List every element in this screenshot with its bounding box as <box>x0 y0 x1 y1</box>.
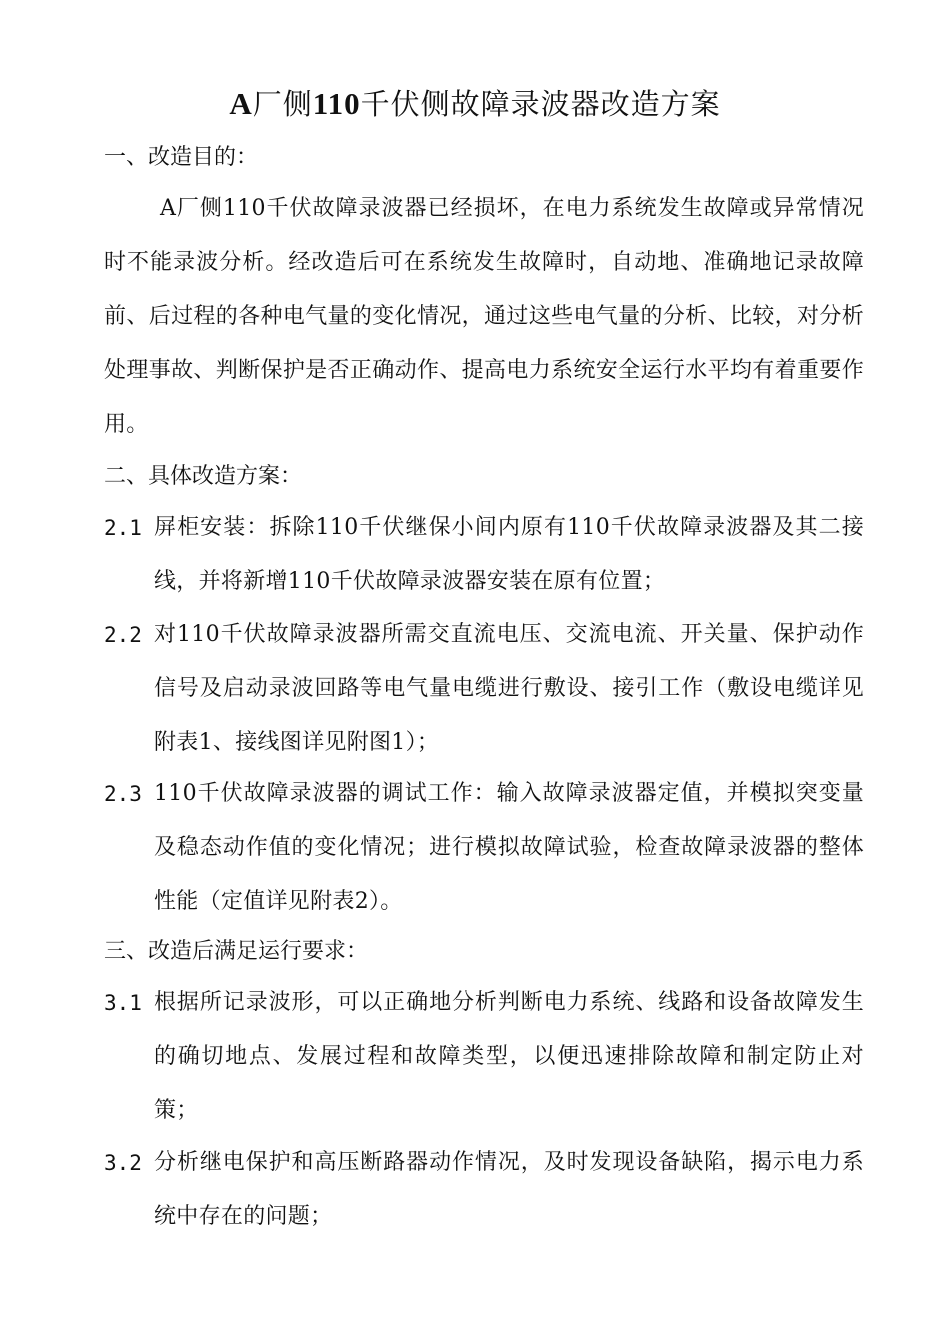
list-item-number: 2.1 <box>104 516 142 540</box>
list-item-number: 2.2 <box>104 623 142 647</box>
section-heading-requirements: 三、改造后满足运行要求： <box>104 939 369 964</box>
list-item <box>104 1136 864 1244</box>
list-item <box>104 767 864 929</box>
list-item <box>104 608 864 770</box>
list-item-number: 3.1 <box>104 991 142 1015</box>
list-item <box>104 501 864 609</box>
title-main: 厂侧 <box>252 87 313 121</box>
title-suffix: 千伏侧故障录波器改造方案 <box>360 87 721 121</box>
list-item-text: 根据所记录波形，可以正确地分析判断电力系统、线路和设备故障发生的确切地点、发展过程和故障类型，以便迅速排除故障和制定防止对策； <box>154 990 864 1123</box>
list-item-text: 对110千伏故障录波器所需交直流电压、交流电流、开关量、保护动作信号及启动录波回路等电气量电缆进行敷设、接引工作（敷设电缆详见附表1、接线图详见附图1）； <box>154 622 864 755</box>
list-item <box>104 976 864 1138</box>
list-item-text: 110千伏故障录波器的调试工作：输入故障录波器定值，并模拟突变量及稳态动作值的变化情况；进行模拟故障试验，检查故障录波器的整体性能（定值详见附表2）。 <box>154 781 864 914</box>
section-heading-plan: 二、具体改造方案： <box>104 464 303 489</box>
section-heading-purpose: 一、改造目的： <box>104 145 259 170</box>
section-paragraph-purpose: A厂侧110千伏故障录波器已经损坏，在电力系统发生故障或异常情况时不能录波分析。经改造后可在系统发生故障时，自动地、准确地记录故障前、后过程的各种电气量的变化情况，通过这些电气量的分析、比较，对分析处理事故、判断保护是否正确动作、提高电力系统安全运行水平均有着重要作用。 <box>104 196 864 437</box>
title-prefix: A <box>229 86 253 121</box>
title-number: 110 <box>312 86 361 121</box>
list-item-text: 分析继电保护和高压断路器动作情况，及时发现设备缺陷，揭示电力系统中存在的问题； <box>154 1150 864 1229</box>
list-item-number: 2.3 <box>104 782 142 806</box>
document-title <box>0 84 950 124</box>
list-item-text: 屏柜安装：拆除110千伏继保小间内原有110千伏故障录波器及其二接线，并将新增110千伏故障录波器安装在原有位置； <box>154 515 864 594</box>
list-item-number: 3.2 <box>104 1151 142 1175</box>
